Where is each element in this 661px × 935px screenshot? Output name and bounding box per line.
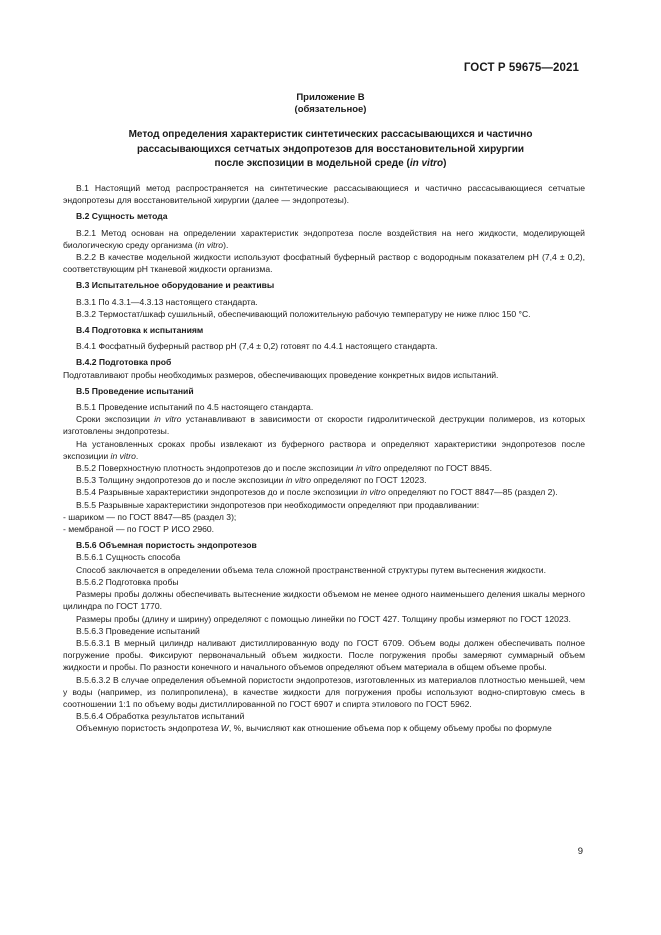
paragraph-b5-6-2-a: Размеры пробы должны обеспечивать вытеснение жидкости объемом не менее одного наименьшего деления шкалы мерного цилиндра по ГОСТ 1770. — [63, 589, 585, 612]
paragraph-b5-1-sampling: На установленных сроках пробы извлекают из буферного раствора и определяют характеристики эндопротезов после экспозиции in vitro. — [63, 438, 585, 461]
annex-title: Приложение В — [296, 92, 365, 103]
paragraph-b4-1: В.4.1 Фосфатный буферный раствор рН (7,4 ± 0,2) готовят по 4.4.1 настоящего стандарта. — [76, 341, 438, 352]
heading-b4-2: В.4.2 Подготовка проб — [76, 357, 172, 368]
paragraph-b5-1: В.5.1 Проведение испытаний по 4.5 настоящего стандарта. — [76, 402, 314, 413]
heading-b5-6: В.5.6 Объемная пористость эндопротезов — [76, 540, 257, 551]
paragraph-b1: В.1 Настоящий метод распространяется на синтетические рассасывающиеся и частично рассасывающиеся сетчатые эндопротезы для восстановительной хирургии (далее — эндопротезы). — [63, 183, 585, 206]
method-title — [70, 128, 591, 172]
paragraph-b5-6-1: Способ заключается в определении объема тела сложной пространственной структуры путем вытеснения жидкости. — [76, 564, 546, 575]
paragraph-b5-6-2-b: Размеры пробы (длину и ширину) определяют с помощью линейки по ГОСТ 427. Толщину пробы измеряют по ГОСТ 12023. — [76, 613, 571, 624]
paragraph-b5-3: В.5.3 Толщину эндопротезов до и после экспозиции in vitro определяют по ГОСТ 12023. — [76, 475, 427, 486]
paragraph-b4-2: Подготавливают пробы необходимых размеров, обеспечивающих проведение конкретных видов испытаний. — [63, 369, 499, 380]
paragraph-b3-1: В.3.1 По 4.3.1—4.3.13 настоящего стандарта. — [76, 296, 258, 307]
paragraph-b2-1: В.2.1 Метод основан на определении характеристик эндопротеза после воздействия на него жидкости, моделирующей биологическую среду организма (in vitro). — [63, 227, 585, 250]
heading-b2: В.2 Сущность метода — [76, 211, 168, 222]
paragraph-b5-2: В.5.2 Поверхностную плотность эндопротезов до и после экспозиции in vitro определяют по ГОСТ 8845. — [76, 463, 492, 474]
list-item-membrane: - мембраной — по ГОСТ Р ИСО 2960. — [63, 524, 215, 535]
document-code: ГОСТ Р 59675—2021 — [463, 62, 579, 74]
subheading-b5-6-2: В.5.6.2 Подготовка пробы — [76, 576, 179, 587]
heading-b5: В.5 Проведение испытаний — [76, 385, 194, 396]
paragraph-b5-6-3-1: В.5.6.3.1 В мерный цилиндр наливают дистиллированную воду по ГОСТ 6709. Объем воды должен обеспечивать полное погружение пробы. Фиксируют первоначальный объем жидкости. После погружения пробы замеряют суммарный объем жидкости и пробы. По разности конечного и начального объемов определяют объем материала в общем объеме пробы. — [63, 637, 585, 673]
subheading-b5-6-1: В.5.6.1 Сущность способа — [76, 552, 181, 563]
paragraph-b5-4: В.5.4 Разрывные характеристики эндопротезов до и после экспозиции in vitro определяют по ГОСТ 8847—85 (раздел 2). — [76, 487, 558, 498]
subheading-b5-6-3: В.5.6.3 Проведение испытаний — [76, 625, 200, 636]
annex-status: (обязательное) — [294, 104, 367, 115]
page-number: 9 — [577, 846, 583, 857]
paragraph-b5-6-4: Объемную пористость эндопротеза W, %, вычисляют как отношение объема пор к общему объему пробы по формуле — [76, 723, 552, 734]
paragraph-b2-2: В.2.2 В качестве модельной жидкости используют фосфатный буферный раствор с водородным показателем рН (7,4 ± 0,2), соответствующим рН тканевой жидкости организма. — [63, 252, 585, 275]
heading-b4: В.4 Подготовка к испытаниям — [76, 325, 204, 336]
document-body — [63, 182, 585, 735]
method-title-line-3: после экспозиции в модельной среде (in vitro) — [214, 158, 447, 170]
paragraph-b3-2: В.3.2 Термостат/шкаф сушильный, обеспечивающий положительную рабочую температуру не ниже плюс 150 °С. — [76, 308, 531, 319]
paragraph-b5-6-3-2: В.5.6.3.2 В случае определения объемной пористости эндопротезов, изготовленных из материалов плотностью меньшей, чем у воды (например, из полипропилена), в качестве жидкости для погружения пробы используют водно-спиртовую смесь в соотношении 1:1 по объему воды дистиллированной по ГОСТ 6907 и спирта этилового по ГОСТ 5962. — [63, 674, 585, 709]
paragraph-b5-1-terms: Сроки экспозиции in vitro устанавливают в зависимости от скорости гидролитической деструкции полимеров, из которых изготовлены эндопротезы. — [63, 414, 585, 437]
method-title-line-1: Метод определения характеристик синтетических рассасывающихся и частично — [128, 129, 533, 140]
list-item-ball: - шариком — по ГОСТ 8847—85 (раздел 3); — [63, 511, 237, 522]
paragraph-b5-5: В.5.5 Разрывные характеристики эндопротезов при необходимости определяют при продавливании: — [76, 499, 480, 510]
heading-b3: В.3 Испытательное оборудование и реактивы — [76, 280, 275, 291]
subheading-b5-6-4: В.5.6.4 Обработка результатов испытаний — [76, 711, 245, 722]
method-title-line-2: рассасывающихся сетчатых эндопротезов для восстановительной хирургии — [136, 143, 525, 155]
